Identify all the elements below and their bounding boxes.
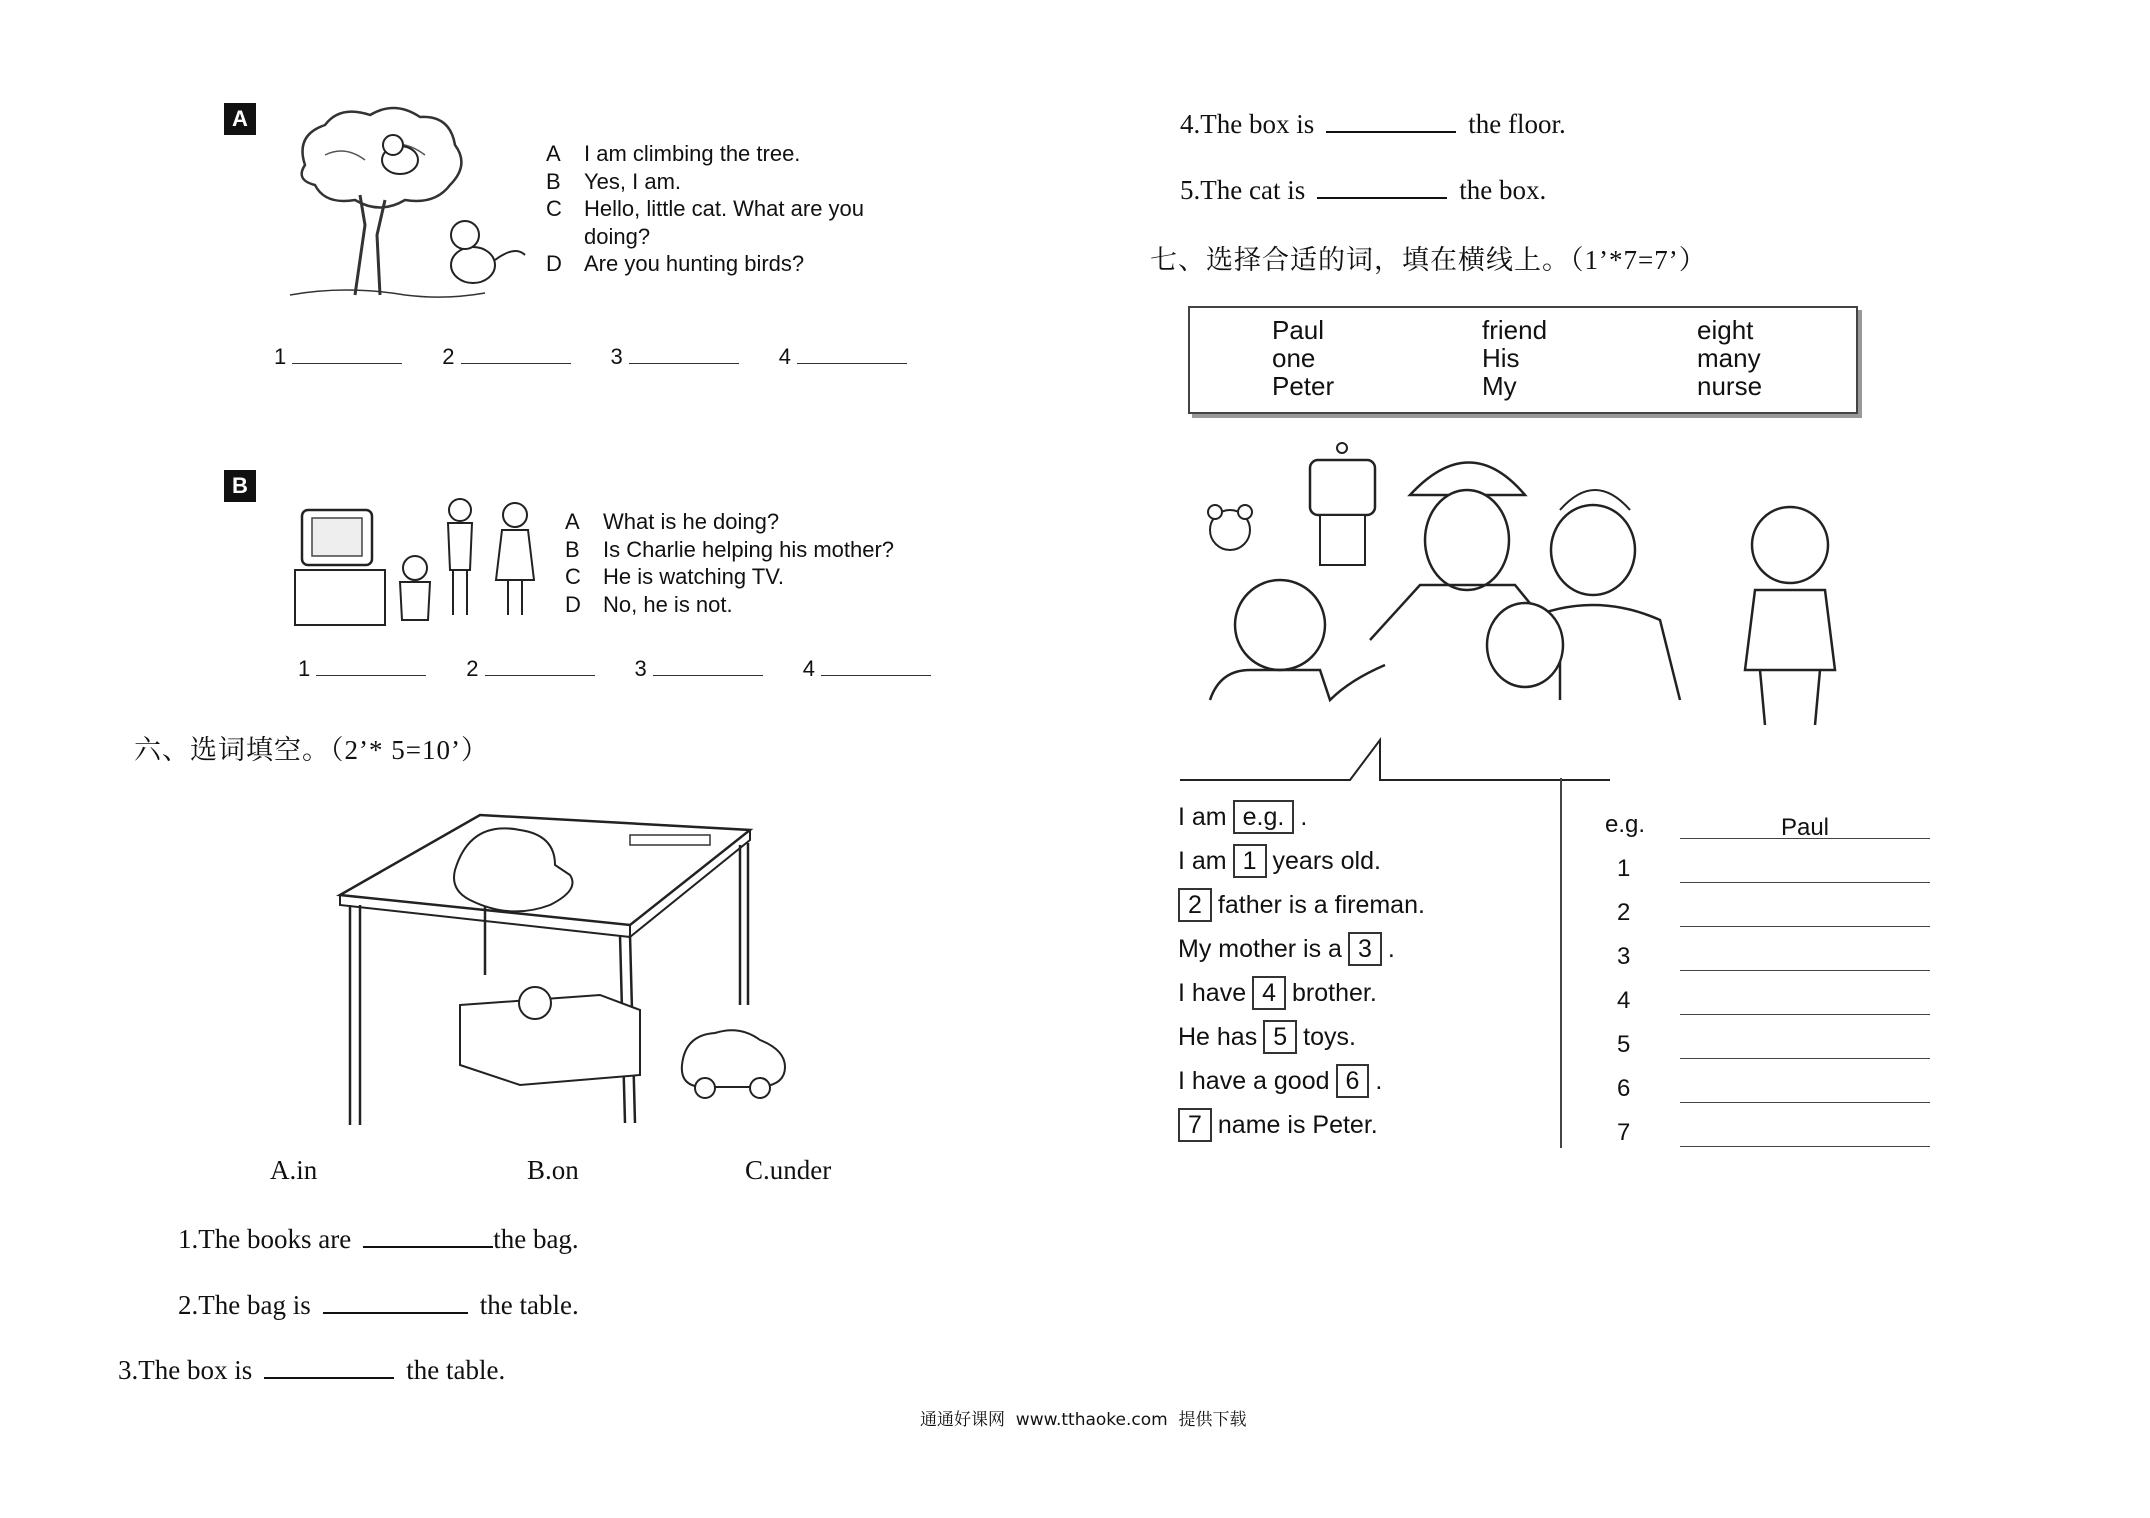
- answer-row: [1605, 1059, 1930, 1103]
- answer-blank[interactable]: [653, 674, 763, 676]
- answer-blank[interactable]: [629, 362, 739, 364]
- option-row: [546, 168, 864, 196]
- option-row: [546, 223, 864, 251]
- part-a-badge: A: [224, 103, 256, 135]
- option-row: [565, 536, 894, 564]
- sentence-text: father is a fireman.: [1217, 891, 1425, 919]
- answer-line[interactable]: [1680, 1078, 1930, 1103]
- question-text: the bag.: [493, 1224, 579, 1254]
- option-row: [546, 140, 864, 168]
- answer-line[interactable]: Paul: [1680, 814, 1930, 839]
- question-text: 4.The box is: [1180, 109, 1315, 139]
- word-bank-item: His: [1482, 343, 1520, 373]
- answer-row: [1605, 839, 1930, 883]
- sentence-text: .: [1300, 803, 1308, 831]
- section7-title: 七、选择合适的词，填在横线上。（1’*7=7’）: [1150, 245, 1707, 275]
- option-letter: B: [546, 168, 561, 194]
- option-text: doing?: [584, 223, 651, 249]
- sentence-text: I have: [1178, 979, 1247, 1007]
- option-letter: D: [565, 591, 581, 617]
- question-text: 1.The books are: [178, 1224, 352, 1254]
- word-bank: [1188, 306, 1858, 414]
- answer-row: [1605, 1015, 1930, 1059]
- sentence-row: [1178, 883, 1425, 927]
- option-row: [546, 250, 864, 278]
- tree-cat-dog-illustration: [285, 105, 545, 300]
- part-a-options: [546, 140, 864, 278]
- sentence-text: .: [1375, 1067, 1383, 1095]
- answer-line[interactable]: [1680, 946, 1930, 971]
- option-text: No, he is not.: [603, 591, 733, 617]
- answer-line[interactable]: [1680, 1122, 1930, 1147]
- question-5: [1180, 173, 1546, 206]
- answer-blank[interactable]: [821, 674, 931, 676]
- answer-number: 1: [274, 344, 287, 369]
- option-letter: A: [546, 141, 561, 166]
- number-box: 6: [1336, 1064, 1370, 1098]
- answer-blank[interactable]: [292, 362, 402, 364]
- answer-row: [1605, 883, 1930, 927]
- answer-key: 6: [1617, 1075, 1631, 1102]
- question-text: the box.: [1459, 175, 1547, 205]
- question-1: [178, 1222, 579, 1255]
- answer-key: 3: [1617, 943, 1631, 970]
- family-illustration: [1180, 440, 1880, 790]
- answer-number: 4: [802, 656, 815, 681]
- option-text: What is he doing?: [603, 509, 780, 534]
- option-letter: D: [546, 251, 562, 276]
- question-2: [178, 1288, 579, 1321]
- fill-blank[interactable]: [264, 1353, 394, 1379]
- sentence-text: He has: [1178, 1023, 1258, 1051]
- answer-key: 1: [1617, 855, 1631, 882]
- answer-key: e.g.: [1605, 811, 1646, 838]
- question-text: 5.The cat is: [1180, 175, 1306, 205]
- number-box: 1: [1233, 844, 1267, 878]
- sentence-text: I have a good: [1178, 1067, 1330, 1095]
- option-text: Yes, I am.: [584, 168, 682, 194]
- answer-number: 4: [778, 344, 791, 369]
- table-bag-box-car-illustration: [330, 805, 810, 1135]
- option-row: [546, 195, 864, 223]
- option-text: Are you hunting birds?: [584, 251, 805, 276]
- question-3: [118, 1353, 505, 1386]
- word-bank-item: nurse: [1697, 371, 1763, 401]
- part-a-answer-row: [274, 344, 947, 370]
- answer-row: [1605, 927, 1930, 971]
- answer-key: 2: [1617, 899, 1631, 926]
- sentence-text: name is Peter.: [1217, 1111, 1378, 1139]
- option-letter: C: [546, 196, 562, 221]
- sentence-row: [1178, 1103, 1425, 1147]
- question-text: the table.: [479, 1290, 579, 1320]
- answer-number: 2: [466, 656, 479, 681]
- answer-number: 3: [634, 656, 647, 681]
- number-box: e.g.: [1233, 800, 1295, 834]
- tv-family-illustration: [290, 490, 540, 630]
- number-box: 5: [1263, 1020, 1297, 1054]
- option-text: He is watching TV.: [603, 564, 784, 589]
- answer-blank[interactable]: [485, 674, 595, 676]
- sentence-text: brother.: [1292, 979, 1377, 1007]
- option-text: Is Charlie helping his mother?: [603, 536, 895, 562]
- number-box: 2: [1178, 888, 1212, 922]
- answer-line[interactable]: [1680, 990, 1930, 1015]
- answer-number: 2: [442, 344, 455, 369]
- option-text: I am climbing the tree.: [584, 141, 801, 166]
- part-b-answer-row: [298, 656, 971, 682]
- answer-row: [1605, 1103, 1930, 1147]
- option-letter: A: [565, 509, 580, 534]
- answer-blank[interactable]: [316, 674, 426, 676]
- sentence-row: [1178, 1059, 1425, 1103]
- question-text: 3.The box is: [118, 1355, 253, 1385]
- sentence-text: My mother is a: [1178, 935, 1342, 963]
- word-bank-item: eight: [1697, 315, 1754, 345]
- question-4: [1180, 107, 1566, 140]
- section6-title: 六、选词填空。（2’* 5=10’）: [134, 735, 489, 765]
- answer-key: 4: [1617, 987, 1631, 1014]
- sentence-text: I am: [1178, 803, 1227, 831]
- option-letter: C: [565, 564, 581, 589]
- word-bank-item: My: [1482, 371, 1517, 401]
- answer-blank[interactable]: [461, 362, 571, 364]
- part-b-options: [565, 508, 894, 618]
- word-bank-item: one: [1272, 343, 1316, 373]
- choice-on: B.on: [527, 1155, 579, 1185]
- word-bank-item: many: [1697, 343, 1761, 373]
- part-b-badge: B: [224, 470, 256, 502]
- sentence-row: [1178, 971, 1425, 1015]
- option-letter: B: [565, 536, 580, 562]
- choice-in: A.in: [270, 1155, 318, 1185]
- number-box: 3: [1348, 932, 1382, 966]
- fill-blank[interactable]: [1326, 107, 1456, 133]
- choice-under: C.under: [745, 1155, 832, 1185]
- answer-row: [1605, 795, 1930, 839]
- answer-line[interactable]: [1680, 858, 1930, 883]
- sentence-text: .: [1387, 935, 1395, 963]
- word-bank-item: friend: [1482, 315, 1548, 345]
- option-text: Hello, little cat. What are you: [584, 196, 865, 221]
- fill-blank[interactable]: [323, 1288, 468, 1314]
- sentence-list: [1178, 795, 1425, 1147]
- option-row: [565, 563, 894, 591]
- number-box: 4: [1252, 976, 1286, 1010]
- page-footer: 通通好课网 www.tthaoke.com 提供下载: [920, 1410, 1247, 1430]
- option-row: [565, 591, 894, 619]
- answer-line[interactable]: [1680, 1034, 1930, 1059]
- answer-number: 1: [298, 656, 311, 681]
- sentence-text: I am: [1178, 847, 1227, 875]
- answer-blank[interactable]: [797, 362, 907, 364]
- answer-list: [1605, 795, 1930, 1147]
- fill-blank[interactable]: [363, 1222, 493, 1248]
- sentence-row: [1178, 1015, 1425, 1059]
- question-text: the table.: [406, 1355, 506, 1385]
- word-bank-item: Paul: [1272, 315, 1325, 345]
- question-text: 2.The bag is: [178, 1290, 311, 1320]
- word-bank-item: Peter: [1272, 371, 1335, 401]
- sentence-text: years old.: [1272, 847, 1381, 875]
- fill-blank[interactable]: [1317, 173, 1447, 199]
- answer-key: 7: [1617, 1119, 1631, 1146]
- answer-line[interactable]: [1680, 902, 1930, 927]
- answer-key: 5: [1617, 1031, 1631, 1058]
- answer-number: 3: [610, 344, 623, 369]
- option-row: [565, 508, 894, 536]
- question-text: the floor.: [1468, 109, 1566, 139]
- sentence-row: [1178, 795, 1425, 839]
- answer-row: [1605, 971, 1930, 1015]
- sentence-row: [1178, 927, 1425, 971]
- number-box: 7: [1178, 1108, 1212, 1142]
- sentence-text: toys.: [1303, 1023, 1356, 1051]
- sentence-row: [1178, 839, 1425, 883]
